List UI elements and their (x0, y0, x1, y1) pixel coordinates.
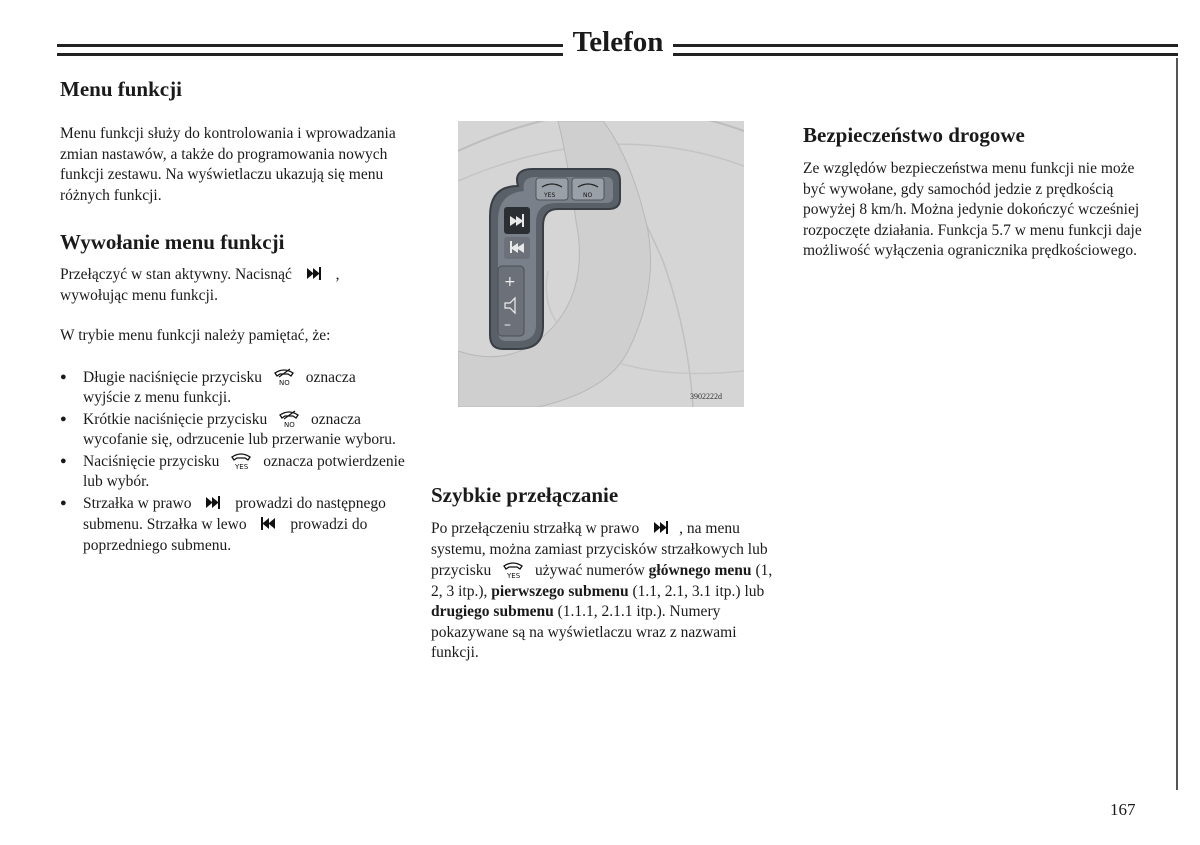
column-middle (431, 482, 776, 664)
list-item (60, 367, 405, 409)
text-fragment: prowadzi do poprzedniego submenu. (83, 516, 368, 554)
phone-no-icon (270, 367, 298, 387)
text-fragment: (1.1, 2.1, 3.1 itp.) lub (632, 582, 765, 600)
page-title: Telefon (572, 26, 664, 58)
text-fragment: , na menu systemu, można zamiast przycisków strzałkowych lub przycisku (431, 520, 768, 579)
svg-text:YES: YES (235, 462, 249, 471)
next-arrow-icon (199, 493, 227, 513)
steering-wheel-illustration (458, 121, 744, 407)
svg-text:NO: NO (278, 378, 290, 387)
paragraph-wywolanie (60, 264, 405, 306)
heading-szybkie: Szybkie przełączanie (431, 483, 619, 507)
paragraph-bezpieczenstwo: Ze względów bezpieczeństwa menu funkcji nie może być wywołane, gdy samochód jedzie z prędkością powyżej 8 km/h. Można jedynie dokończyć wcześniej rozpoczęte działania. Funkcja 5.7 w menu funkcji daje możliwość wyłączenia ogranicznika prędkościowego. (803, 160, 1142, 259)
text-fragment: Naciśnięcie przycisku (83, 452, 220, 470)
heading-bezpieczenstwo: Bezpieczeństwo drogowe (803, 123, 1025, 147)
bold-term: pierwszego submenu (491, 582, 629, 600)
no-button-label: NO (583, 192, 593, 199)
svg-text:NO: NO (284, 420, 295, 429)
text-fragment: (1, 2, 3 itp.), (431, 562, 773, 600)
text-fragment: Krótkie naciśnięcie przycisku (83, 410, 268, 428)
steering-wheel-drawing (458, 121, 744, 407)
paragraph-szybkie (431, 518, 776, 664)
figure-code: 3902222d (690, 392, 722, 401)
text-fragment: oznacza wycofanie się, odrzucenie lub przerwanie wyboru. (83, 410, 396, 448)
prev-arrow-icon (254, 514, 282, 534)
next-arrow-icon (300, 264, 328, 284)
bullet-list (60, 367, 405, 557)
heading-menu-funkcji: Menu funkcji (60, 77, 182, 101)
yes-button-label: YES (544, 192, 556, 199)
next-arrow-icon (647, 518, 675, 538)
text-fragment: oznacza potwierdzenie lub wybór. (83, 452, 405, 490)
phone-yes-icon (227, 451, 255, 471)
text-fragment: (1.1.1, 2.1.1 itp.). Numery pokazywane są na wyświetlaczu wraz z nazwami funkcji. (431, 603, 737, 661)
svg-text:+: + (504, 274, 516, 290)
bold-term: drugiego submenu (431, 603, 554, 620)
heading-wywolanie: Wywołanie menu funkcji (60, 230, 285, 254)
text-fragment: , wywołując menu funkcji. (60, 266, 340, 304)
phone-yes-icon (499, 560, 527, 580)
text-fragment: Długie naciśnięcie przycisku (83, 368, 263, 386)
list-item (60, 451, 405, 493)
text-fragment: Przełączyć w stan aktywny. Nacisnąć (60, 266, 292, 283)
paragraph-menu-intro: Menu funkcji służy do kontrolowania i wprowadzania zmian nastawów, a także do programowania nowych funkcji zestawu. Na wyświetlaczu ukazują się menu różnych funkcji. (60, 125, 396, 204)
text-fragment: Strzałka w prawo (83, 494, 192, 512)
svg-text:YES: YES (507, 572, 521, 580)
phone-no-icon (275, 409, 303, 429)
list-item (60, 493, 405, 557)
column-right (803, 122, 1148, 262)
paragraph-tryb: W trybie menu funkcji należy pamiętać, że: (60, 327, 331, 344)
svg-text:–: – (504, 317, 511, 333)
text-fragment: oznacza wyjście z menu funkcji. (83, 368, 356, 406)
text-fragment: używać numerów (535, 562, 645, 579)
margin-rule (1176, 58, 1178, 790)
page-number: 167 (1110, 800, 1136, 819)
column-left (60, 76, 405, 556)
header-rule-right (673, 44, 1178, 56)
text-fragment: Po przełączeniu strzałką w prawo (431, 520, 640, 537)
list-item (60, 409, 405, 451)
text-fragment: prowadzi do następnego submenu. Strzałka w lewo (83, 494, 386, 533)
bold-term: głównego menu (648, 562, 752, 579)
header-rule-left (57, 44, 563, 56)
